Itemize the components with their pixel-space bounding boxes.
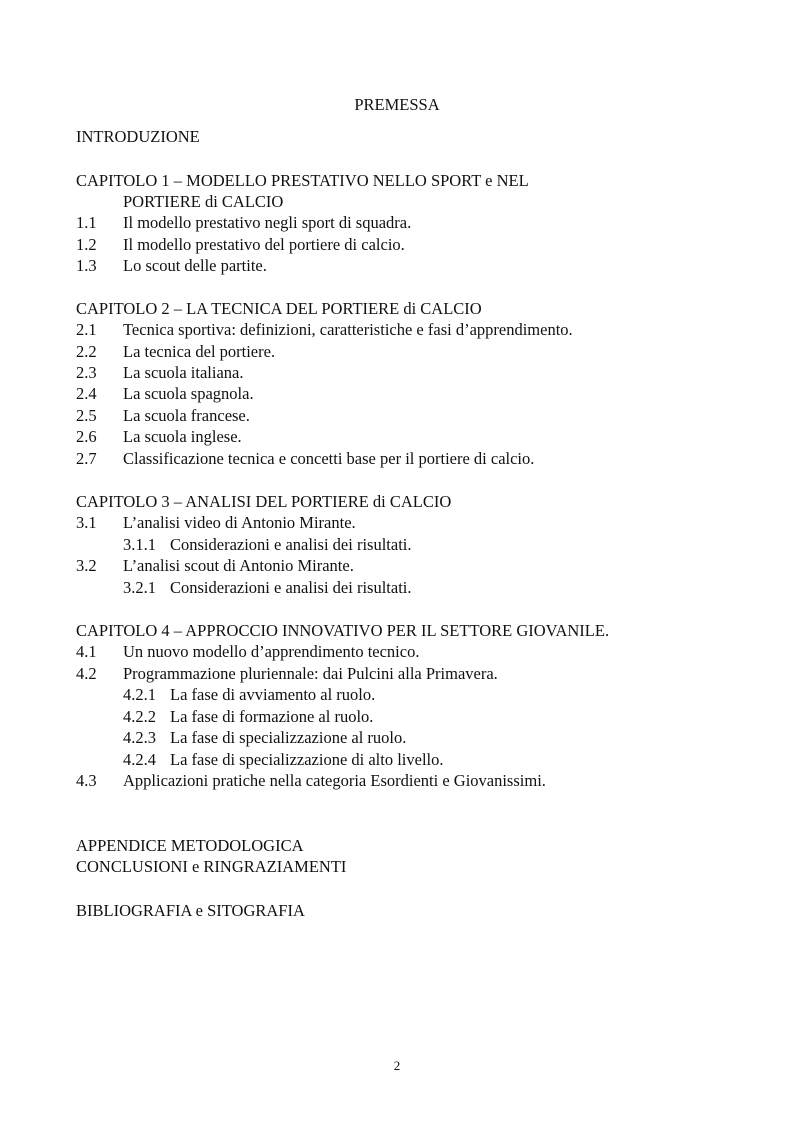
- toc-entry-title: Programmazione pluriennale: dai Pulcini alla Primavera.: [123, 664, 498, 683]
- toc-entry-number: 4.2.3: [123, 728, 156, 747]
- toc-entry-title: La tecnica del portiere.: [123, 342, 276, 361]
- toc-entry-title: La fase di formazione al ruolo.: [170, 707, 374, 726]
- toc-entry-number: 4.1: [76, 642, 97, 661]
- toc-entry-number: 4.2: [76, 664, 97, 683]
- toc-entry-title: La fase di specializzazione di alto livello.: [170, 750, 444, 769]
- toc-entry-number: 3.1: [76, 513, 97, 532]
- toc-bibliography: BIBLIOGRAFIA e SITOGRAFIA: [76, 901, 305, 920]
- toc-entry-number: 2.2: [76, 342, 97, 361]
- toc-entry-title: L’analisi video di Antonio Mirante.: [123, 513, 356, 532]
- toc-entry-number: 1.2: [76, 235, 97, 254]
- toc-entry-title: Considerazioni e analisi dei risultati.: [170, 578, 412, 597]
- toc-entry-number: 4.3: [76, 771, 97, 790]
- toc-entry-title: La fase di avviamento al ruolo.: [170, 685, 376, 704]
- toc-entry-number: 2.6: [76, 427, 97, 446]
- chapter-3-heading: CAPITOLO 3 – ANALISI DEL PORTIERE di CALCIO: [76, 492, 452, 511]
- page-number: 2: [393, 1058, 401, 1073]
- toc-entry-number: 3.2: [76, 556, 97, 575]
- toc-entry-number: 2.5: [76, 406, 97, 425]
- toc-entry-title: Un nuovo modello d’apprendimento tecnico.: [123, 642, 420, 661]
- toc-entry-number: 2.7: [76, 449, 97, 468]
- toc-entry-number: 4.2.2: [123, 707, 156, 726]
- toc-entry-title: Applicazioni pratiche nella categoria Esordienti e Giovanissimi.: [123, 771, 546, 790]
- toc-entry-title: Il modello prestativo negli sport di squadra.: [123, 213, 412, 232]
- chapter-1-heading-continued: PORTIERE di CALCIO: [123, 192, 284, 211]
- chapter-4-heading: CAPITOLO 4 – APPROCCIO INNOVATIVO PER IL SETTORE GIOVANILE.: [76, 621, 610, 640]
- chapter-1-heading: CAPITOLO 1 – MODELLO PRESTATIVO NELLO SPORT e NEL: [76, 171, 529, 190]
- toc-entry-title: Lo scout delle partite.: [123, 256, 267, 275]
- toc-entry-title: La scuola spagnola.: [123, 384, 254, 403]
- chapter-2-heading: CAPITOLO 2 – LA TECNICA DEL PORTIERE di CALCIO: [76, 299, 482, 318]
- toc-entry-number: 3.1.1: [123, 535, 156, 554]
- toc-entry-title: Considerazioni e analisi dei risultati.: [170, 535, 412, 554]
- toc-conclusions: CONCLUSIONI e RINGRAZIAMENTI: [76, 857, 347, 876]
- page-title: PREMESSA: [354, 95, 440, 114]
- toc-entry-title: L’analisi scout di Antonio Mirante.: [123, 556, 354, 575]
- toc-entry-title: La fase di specializzazione al ruolo.: [170, 728, 407, 747]
- toc-entry-number: 1.3: [76, 256, 97, 275]
- toc-entry-title: Il modello prestativo del portiere di calcio.: [123, 235, 405, 254]
- toc-introduction: INTRODUZIONE: [76, 127, 200, 146]
- toc-entry-number: 2.1: [76, 320, 97, 339]
- toc-entry-title: La scuola inglese.: [123, 427, 242, 446]
- toc-entry-number: 1.1: [76, 213, 97, 232]
- toc-entry-number: 2.4: [76, 384, 97, 403]
- toc-entry-number: 2.3: [76, 363, 97, 382]
- toc-entry-title: La scuola italiana.: [123, 363, 244, 382]
- toc-appendix: APPENDICE METODOLOGICA: [76, 836, 304, 855]
- toc-entry-number: 4.2.1: [123, 685, 156, 704]
- toc-entry-title: Tecnica sportiva: definizioni, caratteristiche e fasi d’apprendimento.: [123, 320, 573, 339]
- toc-entry-number: 4.2.4: [123, 750, 156, 769]
- toc-entry-title: Classificazione tecnica e concetti base per il portiere di calcio.: [123, 449, 535, 468]
- toc-entry-title: La scuola francese.: [123, 406, 250, 425]
- toc-entry-number: 3.2.1: [123, 578, 156, 597]
